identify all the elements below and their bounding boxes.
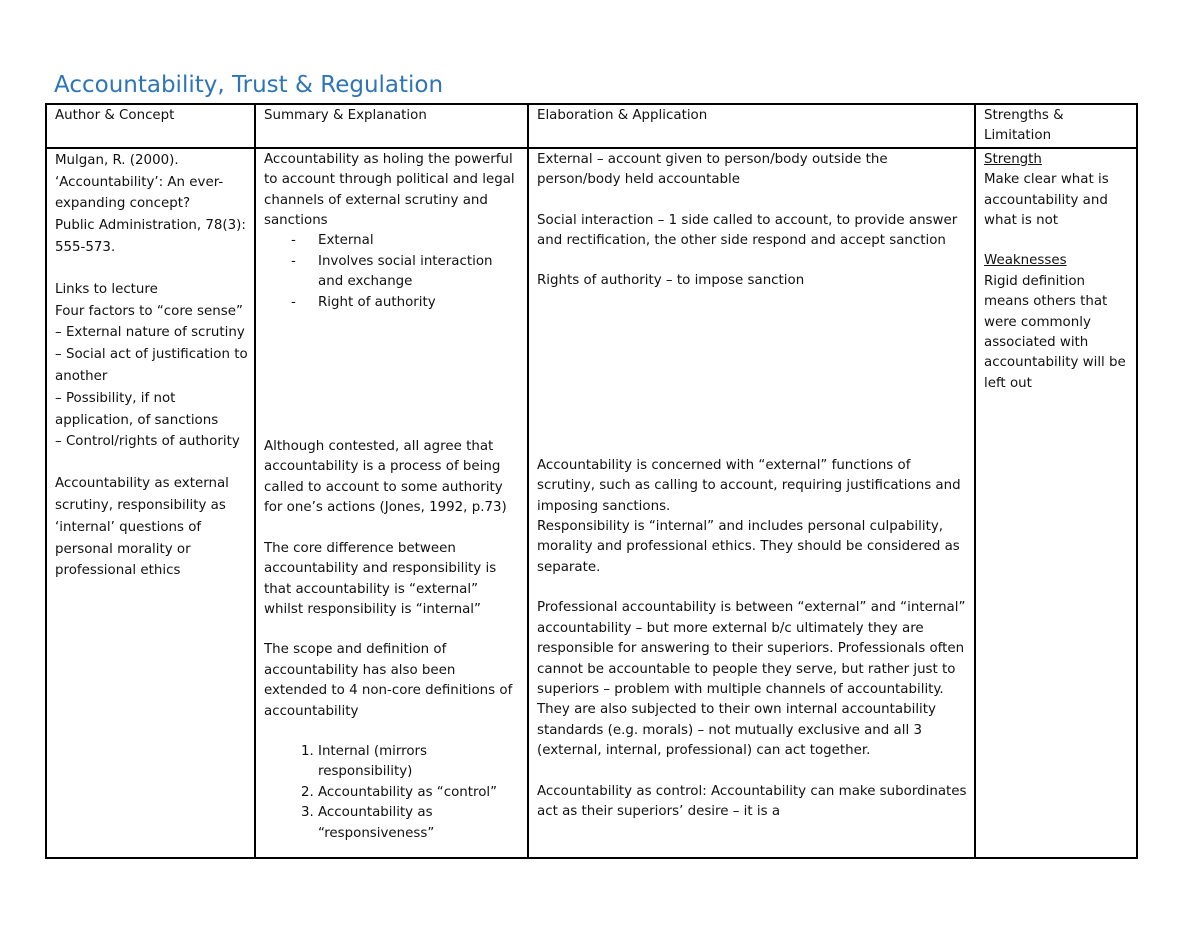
elaboration-paragraph: Professional accountability is between “external” and “internal” accountability – but more external b/c ultimately they are responsible for answering to their superiors. Professionals often cannot be accountable to people they serve, but rather just to superiors – problem with multiple channels of accountability. They are also subjected to their own internal accountability standards (e.g. morals) – not mutually exclusive and all 3 (external, internal, professional) can act together.: [537, 600, 970, 759]
summary-paragraph: Although contested, all agree that accountability is a process of being called to account to some authority for one’s actions (Jones, 1992, p.73): [264, 439, 508, 516]
header-strengths-limitation: Strengths & Limitation: [975, 104, 1137, 148]
summary-bullet-list: [264, 231, 521, 313]
summary-cell: [255, 148, 528, 858]
factor-item: – Control/rights of authority: [55, 434, 240, 450]
strength-label: Strength: [984, 151, 1042, 167]
factor-item: – Possibility, if not application, of sanctions: [55, 390, 219, 428]
elaboration-cell: [528, 148, 975, 858]
header-summary-explanation: Summary & Explanation: [255, 104, 528, 148]
summary-bullet: - Right of authority: [318, 293, 521, 313]
header-elaboration-application: Elaboration & Application: [528, 104, 975, 148]
citation-title: ‘Accountability’: An ever-expanding concept?: [55, 174, 224, 212]
definition-item: 2. Accountability as “control”: [318, 783, 521, 803]
strength-text: Make clear what is accountability and what is not: [984, 172, 1113, 229]
summary-paragraph: The core difference between accountability and responsibility is that accountability is “external” whilst responsibility is “internal”: [264, 540, 501, 617]
summary-paragraph: The scope and definition of accountability has also been extended to 4 non-core definitions of accountability: [264, 642, 517, 719]
elaboration-paragraph: Social interaction – 1 side called to account, to provide answer and rectification, the other side respond and accept sanction: [537, 212, 962, 249]
elaboration-paragraph: Responsibility is “internal” and includes personal culpability, morality and professional ethics. They should be considered as separate.: [537, 519, 965, 575]
citation-author: Mulgan, R. (2000).: [55, 152, 179, 168]
definitions-list: [264, 742, 521, 844]
elaboration-paragraph: Accountability as control: Accountability can make subordinates act as their superiors’ desire – it is a: [537, 783, 971, 819]
elaboration-paragraph: External – account given to person/body outside the person/body held accountable: [537, 151, 892, 188]
notes-table: [45, 103, 1138, 859]
document-title: Accountability, Trust & Regulation: [54, 72, 444, 98]
weakness-label: Weaknesses: [984, 253, 1067, 269]
factor-item: – External nature of scrutiny: [55, 325, 245, 341]
table-row: [46, 148, 1137, 858]
factors-intro: Four factors to “core sense”: [55, 303, 243, 319]
citation-journal: Public Administration, 78(3): 555-573.: [55, 218, 251, 255]
summary-intro: Accountability as holing the powerful to account through political and legal channels of external scrutiny and sanctions: [264, 151, 519, 229]
author-concept-cell: [46, 148, 255, 858]
closing-note: Accountability as external scrutiny, responsibility as ‘internal’ questions of personal morality or professional ethics: [55, 476, 234, 579]
elaboration-paragraph: Rights of authority – to impose sanction: [537, 273, 805, 289]
weakness-text: Rigid definition means others that were commonly associated with accountability will be left out: [984, 273, 1131, 391]
strengths-cell: [975, 148, 1137, 858]
definition-item: 1. Internal (mirrors responsibility): [318, 742, 521, 783]
header-author-concept: Author & Concept: [46, 104, 255, 148]
definition-item: 3. Accountability as “responsiveness”: [318, 803, 521, 844]
summary-bullet: - Involves social interaction and exchange: [318, 252, 521, 293]
elaboration-paragraph: Accountability is concerned with “external” functions of scrutiny, such as calling to account, requiring justifications and imposing sanctions.: [537, 457, 965, 514]
links-title: Links to lecture: [55, 281, 158, 297]
factor-item: – Social act of justification to another: [55, 347, 252, 384]
summary-bullet: - External: [318, 231, 521, 251]
table-header-row: [46, 104, 1137, 148]
